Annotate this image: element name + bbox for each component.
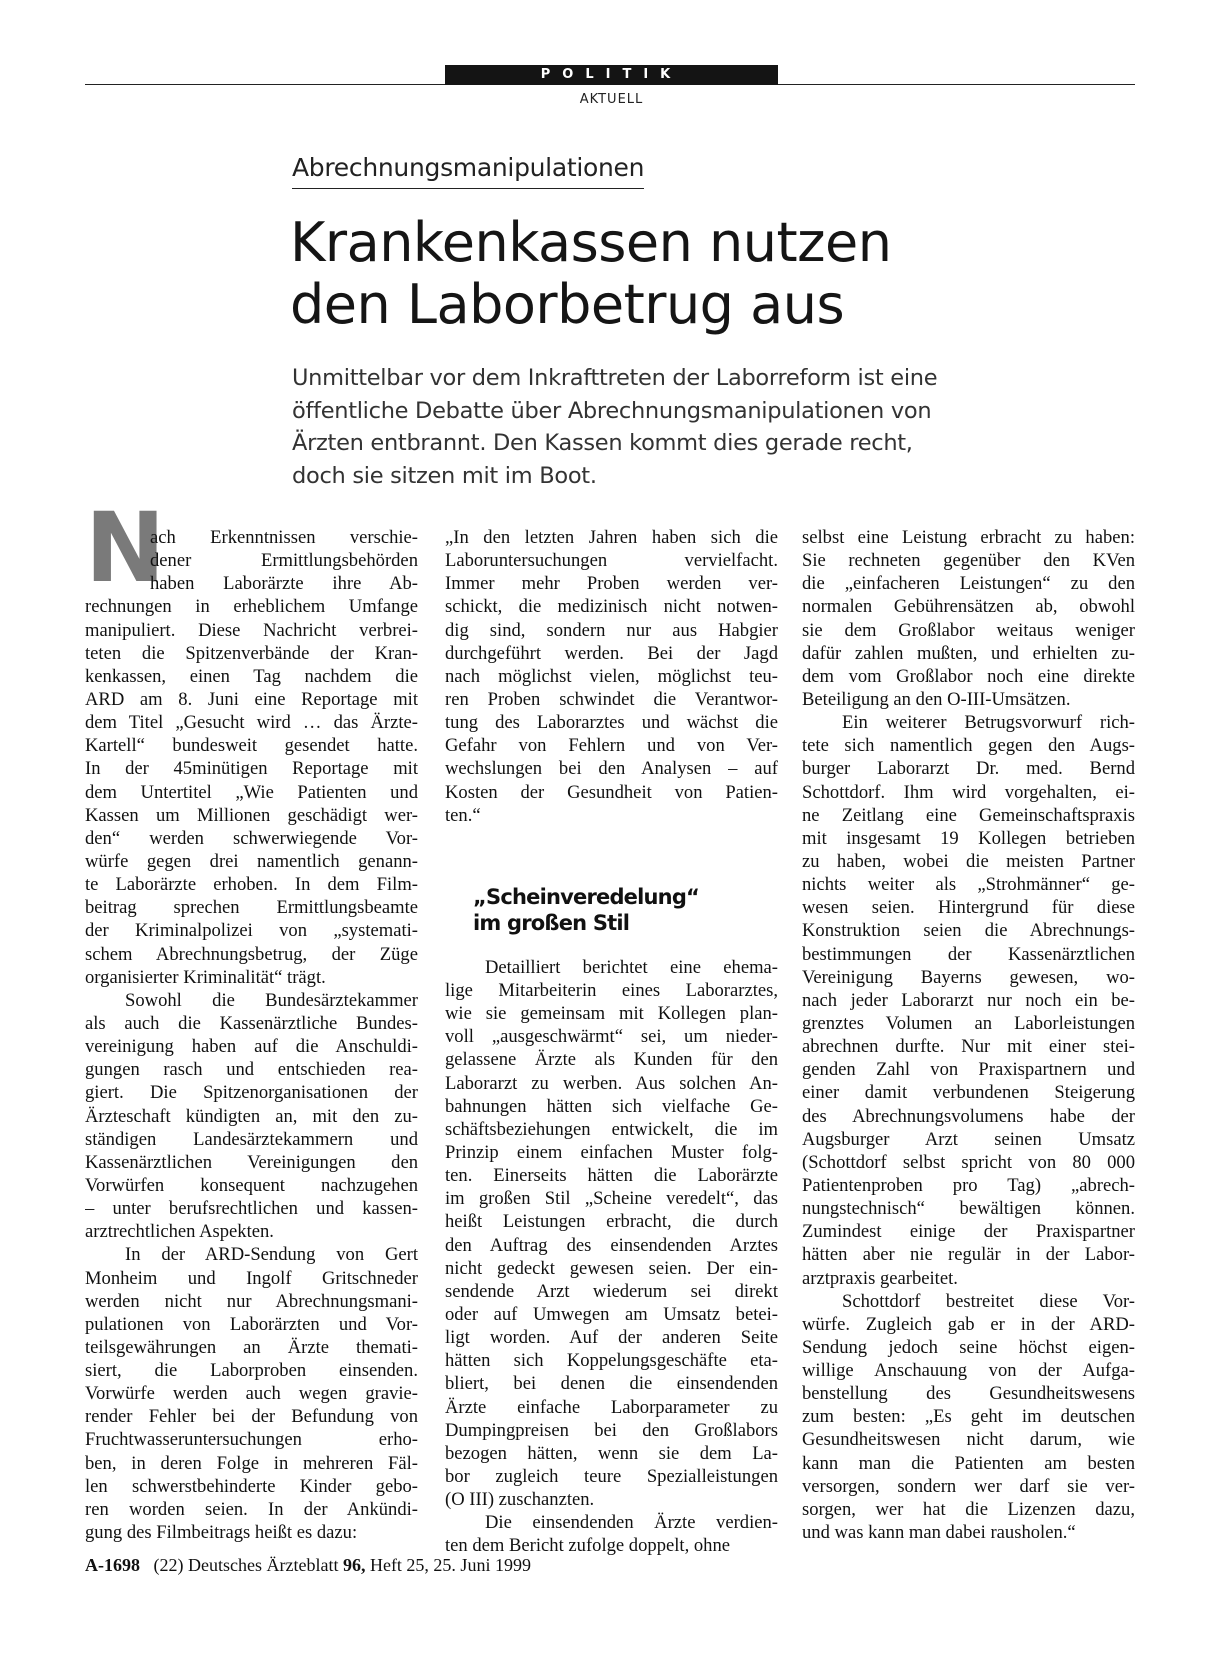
- text-line: heißt Leistungen erbracht, die durch: [445, 1211, 778, 1233]
- text-line: würfe. Zugleich gab er in der ARD-: [802, 1313, 1135, 1335]
- headline-line: den Laborbetrug aus: [290, 273, 845, 336]
- text-line: kenkassen, einen Tag nachdem die: [85, 665, 418, 687]
- text-line: organisierter Kriminalität“ trägt.: [85, 966, 326, 988]
- text-line: Gefahr von Fehlern und von Ver-: [445, 735, 778, 757]
- drop-cap: N: [85, 492, 166, 604]
- text-line: manipuliert. Diese Nachricht verbrei-: [85, 619, 418, 641]
- text-line: In der ARD-Sendung von Gert: [125, 1244, 418, 1266]
- headline-line: Krankenkassen nutzen: [290, 211, 892, 274]
- text-line: Fruchtwasseruntersuchungen erho-: [85, 1429, 418, 1451]
- text-line: nach jeder Laborarzt nur noch ein be-: [802, 989, 1135, 1011]
- text-line: nicht gedeckt gewesen seien. Der ein-: [445, 1257, 778, 1279]
- text-line: nach möglichst vielen, möglichst teu-: [445, 665, 778, 687]
- text-line: siert, die Laborproben einsenden.: [85, 1360, 418, 1382]
- text-line: lige Mitarbeiterin eines Laborarztes,: [445, 979, 778, 1001]
- text-line: dem Titel „Gesucht wird … das Ärzte-: [85, 712, 418, 734]
- text-line: den“ werden schwerwiegende Vor-: [85, 827, 418, 849]
- text-line: sendende Arzt wiederum sei direkt: [445, 1280, 778, 1302]
- text-line: Konstruktion seien die Abrechnungs-: [802, 920, 1135, 942]
- text-line: schäftsbeziehungen entwickelt, die im: [445, 1118, 778, 1140]
- text-line: selbst eine Leistung erbracht zu haben:: [802, 527, 1135, 548]
- text-line: bahnungen hätten sich vielfache Ge-: [445, 1095, 778, 1117]
- text-line: Kassen um Millionen geschädigt wer-: [85, 804, 418, 826]
- text-line: ARD am 8. Juni eine Reportage mit: [85, 688, 418, 710]
- text-line: Zumindest einige der Praxispartner: [802, 1221, 1135, 1243]
- text-line: Vorwürfen konsequent nachzugehen: [85, 1174, 418, 1196]
- text-line: des Abrechnungsvolumens habe der: [802, 1105, 1135, 1127]
- text-column-1: [85, 526, 418, 1544]
- text-line: Vorwürfe werden auch wegen gravie-: [85, 1383, 418, 1405]
- text-line: (Schottdorf selbst spricht von 80 000: [802, 1151, 1135, 1173]
- page-number: A-1698: [85, 1555, 140, 1575]
- text-line: Kosten der Gesundheit von Patien-: [445, 781, 778, 803]
- section-subtitle: AKTUELL: [579, 92, 644, 107]
- text-line: Beteiligung an den O-III-Umsätzen.: [802, 688, 1071, 710]
- text-line: Sowohl die Bundesärztekammer: [125, 989, 418, 1011]
- text-line: (O III) zuschanzten.: [445, 1489, 595, 1511]
- text-line: rechnungen in erheblichem Umfange: [85, 596, 418, 618]
- text-line: zu haben, wobei die meisten Partner: [802, 850, 1135, 872]
- text-line: die „einfacheren Leistungen“ zu den: [802, 573, 1135, 595]
- text-line: Dumpingpreisen bei den Großlabors: [445, 1419, 778, 1441]
- text-line: giert. Die Spitzenorganisationen der: [85, 1082, 418, 1104]
- text-line: Prinzip einem einfachen Muster folg-: [445, 1141, 778, 1163]
- text-line: Kartell“ bundesweit gesendet hatte.: [85, 735, 418, 757]
- text-line: Schottdorf bestreitet diese Vor-: [842, 1290, 1135, 1312]
- subheading: [445, 884, 778, 936]
- text-line: werden nicht nur Abrechnungsmani-: [85, 1290, 418, 1312]
- issue-details: Heft 25, 25. Juni 1999: [369, 1555, 531, 1575]
- text-line: würfe gegen drei namentlich genann-: [85, 850, 418, 872]
- text-line: und was kann man dabei rausholen.“: [802, 1522, 1076, 1544]
- text-line: tete sich namentlich gegen den Augs-: [802, 735, 1135, 757]
- text-line: durchgeführt werden. Bei der Jagd: [445, 642, 778, 664]
- text-line: gelassene Ärzte als Kunden für den: [445, 1049, 778, 1071]
- text-line: mit insgesamt 19 Kollegen betrieben: [802, 827, 1135, 849]
- text-line: Monheim und Ingolf Gritschneder: [85, 1267, 418, 1289]
- text-line: willige Anschauung von der Aufga-: [802, 1360, 1135, 1382]
- text-line: dafür zahlen mußten, und erhielten zu-: [802, 642, 1135, 664]
- text-column-2: [445, 526, 778, 1557]
- subheading-line: „Scheinveredelung“: [473, 884, 700, 909]
- text-line: bestimmungen der Kassenärztlichen: [802, 943, 1135, 965]
- article-kicker: Abrechnungsmanipulationen: [292, 153, 644, 189]
- text-line: Ärzteschaft kündigten an, mit den zu-: [85, 1105, 418, 1127]
- text-line: kann man die Patienten am besten: [802, 1452, 1135, 1474]
- text-line: schickt, die medizinisch nicht notwen-: [445, 596, 778, 618]
- text-line: Kassenärztlichen Vereinigungen den: [85, 1151, 418, 1173]
- text-line: den Auftrag des einsendenden Arztes: [445, 1234, 778, 1256]
- text-line: einer damit verbundenen Steigerung: [802, 1082, 1135, 1104]
- text-line: te Laborärzte erhoben. In dem Film-: [85, 874, 418, 896]
- text-line: benstellung des Gesundheitswesens: [802, 1383, 1135, 1405]
- section-label: POLITIK: [445, 65, 778, 85]
- text-line: ren Proben schwindet die Verantwor-: [445, 688, 778, 710]
- text-line: Vereinigung Bayerns gewesen, wo-: [802, 966, 1135, 988]
- text-line: als auch die Kassenärztliche Bundes-: [85, 1012, 418, 1034]
- text-line: ben, in deren Folge in mehreren Fäl-: [85, 1452, 418, 1474]
- text-line: len schwerstbehinderte Kinder gebo-: [85, 1475, 418, 1497]
- section-body: [445, 956, 778, 1558]
- text-line: dem Untertitel „Wie Patienten und: [85, 781, 418, 803]
- text-line: vereinigung haben auf die Anschuldi-: [85, 1036, 418, 1058]
- article-lead: [292, 362, 937, 492]
- text-line: Gesundheitswesen nicht darum, wie: [802, 1429, 1135, 1451]
- text-line: – unter berufsrechtlichen und kassen-: [85, 1198, 418, 1220]
- text-line: beitrag sprechen Ermittlungsbeamte: [85, 897, 418, 919]
- text-line: ne Zeitlang eine Gemeinschaftspraxis: [802, 804, 1135, 826]
- text-line: dig sind, sondern nur aus Habgier: [445, 619, 778, 641]
- lead-line: Unmittelbar vor dem Inkrafttreten der Laborreform ist eine: [292, 365, 938, 391]
- text-line: ten.“: [445, 804, 481, 826]
- text-line: sie dem Großlabor weitaus weniger: [802, 619, 1135, 641]
- text-line: ligt worden. Auf der anderen Seite: [445, 1327, 778, 1349]
- text-line: arztpraxis gearbeitet.: [802, 1267, 958, 1289]
- text-line: bezogen hätten, wenn sie dem La-: [445, 1442, 778, 1464]
- text-line: ten. Einerseits hätten die Laborärzte: [445, 1165, 778, 1187]
- lead-line: doch sie sitzen mit im Boot.: [292, 462, 597, 489]
- text-line: Laborarzt zu werben. Aus solchen An-: [445, 1072, 778, 1094]
- text-line: dem vom Großlabor noch eine direkte: [802, 665, 1135, 687]
- text-line: wie sie gemeinsam mit Kollegen plan-: [445, 1003, 778, 1025]
- text-line: sorgen, wer hat die Lizenzen dazu,: [802, 1498, 1135, 1520]
- journal-name: Deutsches Ärzteblatt: [188, 1555, 339, 1575]
- text-line: Augsburger Arzt seinen Umsatz: [802, 1128, 1135, 1150]
- text-line: gungen rasch und entschieden rea-: [85, 1059, 418, 1081]
- text-line: abrechnen durfte. Nur mit einer stei-: [802, 1036, 1135, 1058]
- text-line: haben Laborärzte ihre Ab-: [150, 573, 418, 595]
- subheading-line: im großen Stil: [473, 910, 630, 935]
- text-line: dener Ermittlungsbehörden: [150, 550, 418, 572]
- article-headline: [290, 212, 891, 336]
- text-line: Immer mehr Proben werden ver-: [445, 573, 778, 595]
- text-line: arztrechtlichen Aspekten.: [85, 1221, 274, 1243]
- text-line: ständigen Landesärztekammern und: [85, 1128, 418, 1150]
- text-line: Patientenproben pro Tag) „abrech-: [802, 1174, 1135, 1196]
- text-line: im großen Stil „Scheine veredelt“, das: [445, 1188, 778, 1210]
- text-line: normalen Gebührensätzen ab, obwohl: [802, 596, 1135, 618]
- text-line: Laboruntersuchungen vervielfacht.: [445, 550, 778, 572]
- text-line: oder auf Umwegen am Umsatz betei-: [445, 1303, 778, 1325]
- text-line: ten dem Bericht zufolge doppelt, ohne: [445, 1535, 731, 1557]
- text-line: pulationen von Laborärzten und Vor-: [85, 1313, 418, 1335]
- text-line: render Fehler bei der Befundung von: [85, 1406, 418, 1428]
- quote-block: [445, 526, 778, 827]
- text-line: teilsgewährungen an Ärzte themati-: [85, 1336, 418, 1358]
- text-line: Schottdorf. Ihm wird vorgehalten, ei-: [802, 781, 1135, 803]
- text-line: grenztes Volumen an Laborleistungen: [802, 1012, 1135, 1034]
- issue-number: (22): [153, 1555, 184, 1575]
- text-line: In der 45minütigen Reportage mit: [85, 758, 418, 780]
- text-line: gung des Filmbeitrags heißt es dazu:: [85, 1522, 358, 1544]
- text-line: Die einsendenden Ärzte verdien-: [485, 1512, 778, 1534]
- text-line: der Kriminalpolizei von „systemati-: [85, 920, 418, 942]
- text-line: Sie rechneten gegenüber den KVen: [802, 550, 1135, 572]
- text-line: tung des Laborarztes und wächst die: [445, 712, 778, 734]
- text-line: hätten sich Koppelungsgeschäfte eta-: [445, 1350, 778, 1372]
- text-line: Detailliert berichtet eine ehema-: [485, 956, 778, 978]
- text-line: wesen seien. Hintergrund für diese: [802, 897, 1135, 919]
- text-line: versorgen, sondern wer darf sie ver-: [802, 1475, 1135, 1497]
- text-line: voll „ausgeschwärmt“ sei, um nieder-: [445, 1026, 778, 1048]
- text-line: burger Laborarzt Dr. med. Bernd: [802, 758, 1135, 780]
- page-footer: [85, 1555, 531, 1576]
- text-line: ren worden seien. In der Ankündi-: [85, 1498, 418, 1520]
- text-line: bliert, bei denen die einsendenden: [445, 1373, 778, 1395]
- text-line: nungstechnisch“ bewältigen können.: [802, 1198, 1135, 1220]
- text-line: wechslungen bei den Analysen – auf: [445, 758, 778, 780]
- text-line: nichts weiter als „Strohmänner“ ge-: [802, 874, 1135, 896]
- text-line: hätten aber nie regulär in der Labor-: [802, 1244, 1135, 1266]
- text-line: zum besten: „Es geht im deutschen: [802, 1406, 1135, 1428]
- text-line: ach Erkenntnissen verschie-: [150, 527, 418, 548]
- lead-line: Ärzten entbrannt. Den Kassen kommt dies gerade recht,: [292, 430, 913, 456]
- text-column-3: [802, 526, 1135, 1544]
- text-line: Ein weiterer Betrugsvorwurf rich-: [842, 712, 1135, 734]
- text-line: „In den letzten Jahren haben sich die: [445, 527, 778, 548]
- text-line: genden Zahl von Praxispartnern und: [802, 1059, 1135, 1081]
- text-line: Ärzte einfache Laborparameter zu: [445, 1396, 778, 1418]
- text-line: bor zugleich teure Spezialleistungen: [445, 1465, 778, 1487]
- volume-number: 96,: [342, 1555, 366, 1575]
- text-line: teten die Spitzenverbände der Kran-: [85, 642, 418, 664]
- text-line: Sendung jedoch seine höchst eigen-: [802, 1336, 1135, 1358]
- lead-line: öffentliche Debatte über Abrechnungsmanipulationen von: [292, 397, 932, 424]
- text-line: schem Abrechnungsbetrug, der Züge: [85, 943, 418, 965]
